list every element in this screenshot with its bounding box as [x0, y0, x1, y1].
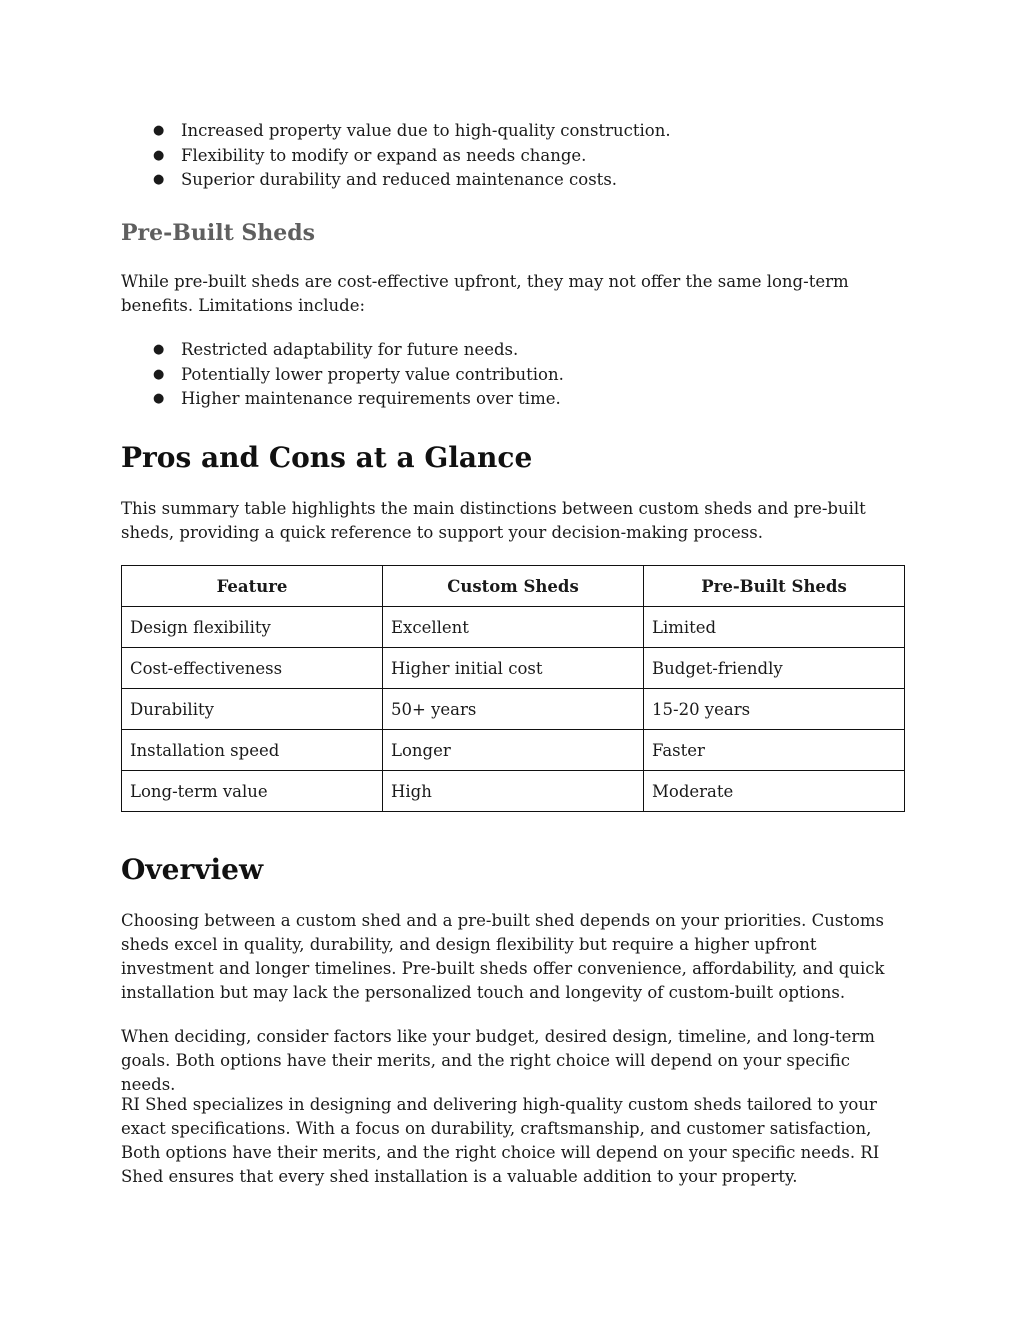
- prebuilt-paragraph: While pre-built sheds are cost-effective upfront, they may not offer the same long-term benefits. Limitations include:: [121, 272, 849, 315]
- table-cell: Long-term value: [122, 771, 383, 812]
- overview-paragraph: Choosing between a custom shed and a pre-built shed depends on your priorities. Customs sheds excel in quality, durability, and design flexibility but require a higher upfront investment and longer timelines. Pre-built sheds offer convenience, affordability, and quick installation but may lack the personalized touch and longevity of custom-built options.: [121, 911, 885, 1002]
- list-item-text: Superior durability and reduced maintenance costs.: [181, 170, 618, 189]
- table-cell: 15-20 years: [644, 689, 905, 730]
- bullet-icon: ●: [153, 342, 165, 357]
- pros-cons-heading: Pros and Cons at a Glance: [121, 441, 533, 474]
- list-item-text: Higher maintenance requirements over time.: [181, 389, 561, 408]
- table-cell: Limited: [644, 607, 905, 648]
- overview-paragraph: RI Shed specializes in designing and delivering high-quality custom sheds tailored to your exact specifications. With a focus on durability, craftsmanship, and customer satisfaction, Both options have their merits, and the right choice will depend on your specific needs. RI Shed ensures that every shed installation is a valuable addition to your property.: [121, 1095, 880, 1186]
- table-header-cell: Custom Sheds: [383, 566, 644, 607]
- table-row: [122, 648, 905, 689]
- table-header-row: [122, 566, 905, 607]
- table-cell: 50+ years: [383, 689, 644, 730]
- table-row: [122, 607, 905, 648]
- table-cell: Design flexibility: [122, 607, 383, 648]
- table-cell: Installation speed: [122, 730, 383, 771]
- bullet-icon: ●: [153, 147, 165, 163]
- table-cell: Faster: [644, 730, 905, 771]
- overview-paragraph: When deciding, consider factors like your budget, desired design, timeline, and long-term goals. Both options have their merits, and the right choice will depend on your specific needs.: [121, 1027, 875, 1094]
- bullet-icon: ●: [153, 366, 165, 382]
- table-cell: Moderate: [644, 771, 905, 812]
- list-item: [121, 144, 671, 169]
- list-item-text: Potentially lower property value contribution.: [181, 364, 564, 384]
- list-item: [121, 387, 564, 412]
- table-row: [122, 771, 905, 812]
- table-row: [122, 730, 905, 771]
- list-item: [121, 168, 671, 193]
- table-cell: Durability: [122, 689, 383, 730]
- table-row: [122, 689, 905, 730]
- table-cell: High: [383, 771, 644, 812]
- table-cell: Higher initial cost: [383, 648, 644, 689]
- list-item: [121, 363, 564, 388]
- bullet-icon: ●: [153, 391, 165, 406]
- bullet-icon: ●: [153, 123, 165, 138]
- table-cell: Longer: [383, 730, 644, 771]
- limitations-list: [121, 338, 564, 412]
- list-item: [121, 119, 671, 144]
- table-header-cell: Feature: [122, 566, 383, 607]
- overview-heading: Overview: [121, 853, 264, 886]
- benefits-list: [121, 119, 671, 193]
- list-item-text: Increased property value due to high-quality construction.: [181, 121, 671, 140]
- table-cell: Budget-friendly: [644, 648, 905, 689]
- pros-cons-paragraph: This summary table highlights the main distinctions between custom sheds and pre-built sheds, providing a quick reference to support your decision-making process.: [121, 499, 866, 542]
- list-item-text: Flexibility to modify or expand as needs change.: [181, 145, 587, 165]
- table-cell: Cost-effectiveness: [122, 648, 383, 689]
- list-item: [121, 338, 564, 363]
- table-header-cell: Pre-Built Sheds: [644, 566, 905, 607]
- prebuilt-heading: Pre-Built Sheds: [121, 220, 316, 246]
- list-item-text: Restricted adaptability for future needs.: [181, 340, 519, 359]
- table-cell: Excellent: [383, 607, 644, 648]
- comparison-table: [121, 565, 905, 812]
- bullet-icon: ●: [153, 172, 165, 187]
